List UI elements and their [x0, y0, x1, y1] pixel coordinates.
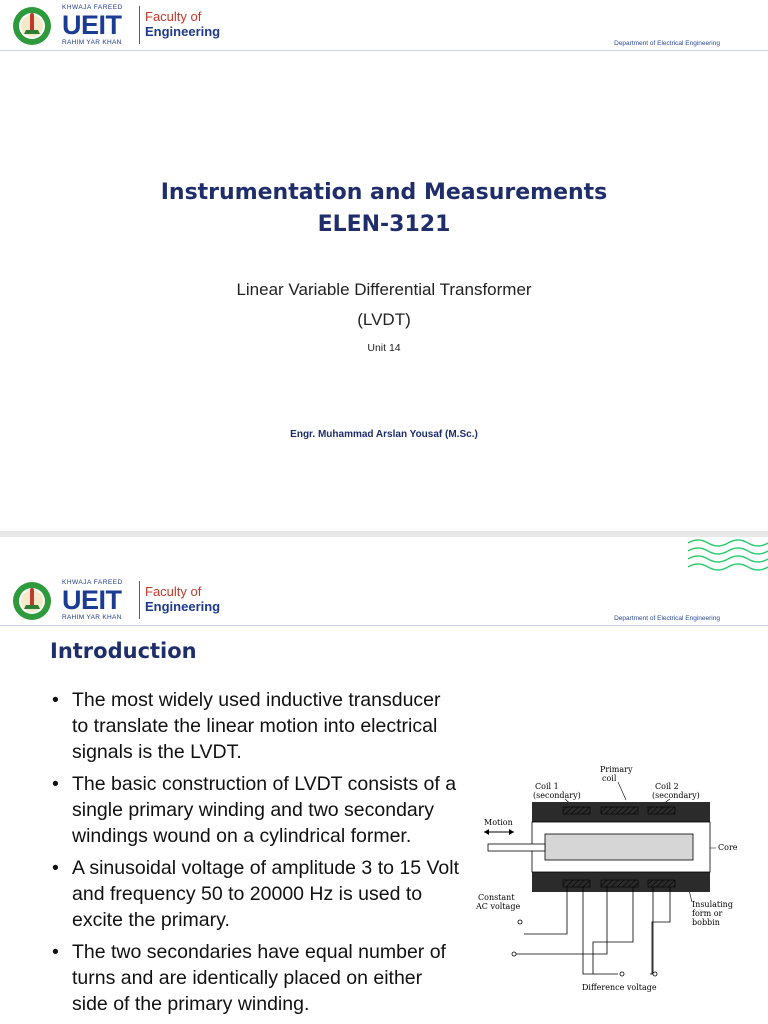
- faculty-line1: Faculty of: [145, 584, 202, 599]
- core-label: Core: [718, 843, 738, 852]
- coil2-label: Coil 2: [655, 782, 679, 791]
- header-divider: [139, 6, 140, 44]
- wave-decoration-icon: [688, 537, 768, 577]
- header-divider: [139, 581, 140, 619]
- topic-title: Linear Variable Differential Transformer: [236, 280, 532, 299]
- slide-header: [0, 0, 768, 52]
- bullet-text: A sinusoidal voltage of amplitude 3 to 15 Volt and frequency 50 to 20000 Hz is used to excite the primary.: [72, 857, 460, 931]
- logo-top-text: KHWAJA FAREED: [62, 579, 123, 586]
- constant-ac-label: Constant: [478, 893, 515, 902]
- bullet-list: [50, 687, 460, 1023]
- faculty-line2: Engineering: [145, 599, 221, 614]
- bullet-text: The most widely used inductive transducer to translate the linear motion into electrical signals is the LVDT.: [72, 689, 441, 763]
- faculty-label: [145, 9, 220, 39]
- constant-ac-label-2: AC voltage: [476, 902, 521, 911]
- lvdt-diagram: [470, 762, 740, 1002]
- faculty-line2: Engineering: [145, 24, 221, 39]
- bullet-icon: •: [52, 857, 59, 879]
- course-title: Instrumentation and Measurements: [160, 180, 608, 205]
- logo-bottom-text: RAHIM YAR KHAN: [62, 614, 122, 621]
- list-item: [50, 771, 460, 849]
- primary-coil-label: Primary: [600, 765, 633, 774]
- faculty-label: [145, 584, 220, 614]
- header-rule: [0, 625, 768, 626]
- department-label: Department of Electrical Engineering: [614, 615, 720, 622]
- logo-main-text: UEIT: [62, 585, 122, 615]
- bullet-text: The two secondaries have equal number of turns and are identically placed on either side of the primary winding.: [72, 941, 446, 1015]
- motion-label: Motion: [484, 818, 513, 827]
- logo-top-text: KHWAJA FAREED: [62, 4, 123, 11]
- difference-voltage-label: Difference voltage: [582, 983, 657, 992]
- bullet-icon: •: [52, 773, 59, 795]
- author-name: Engr. Muhammad Arslan Yousaf (M.Sc.): [290, 429, 478, 440]
- university-seal-icon: [10, 581, 54, 621]
- insulating-label: Insulating: [692, 900, 733, 909]
- unit-label: Unit 14: [367, 342, 401, 354]
- header-rule: [0, 50, 768, 51]
- bullet-text: The basic construction of LVDT consists of a single primary winding and two secondary windings wound on a cylindrical former.: [72, 773, 457, 847]
- slide-header: [0, 575, 768, 627]
- coil2-sub-label: (secondary): [652, 791, 700, 800]
- insulating-label-3: bobbin: [692, 918, 720, 927]
- topic-abbrev: (LVDT): [357, 310, 411, 329]
- university-seal-icon: [10, 6, 54, 46]
- logo-main-text: UEIT: [62, 10, 122, 40]
- faculty-line1: Faculty of: [145, 9, 202, 24]
- logo-bottom-text: RAHIM YAR KHAN: [62, 39, 122, 46]
- list-item: [50, 939, 460, 1017]
- course-code: ELEN-3121: [317, 212, 451, 237]
- primary-coil-label-2: coil: [602, 774, 617, 783]
- bullet-icon: •: [52, 941, 59, 963]
- coil1-label: Coil 1: [535, 782, 559, 791]
- insulating-label-2: form or: [692, 909, 723, 918]
- department-label: Department of Electrical Engineering: [614, 40, 720, 47]
- bullet-icon: •: [52, 689, 59, 711]
- introduction-slide: [0, 537, 768, 1024]
- list-item: [50, 855, 460, 933]
- coil1-sub-label: (secondary): [533, 791, 581, 800]
- slide-heading: Introduction: [50, 639, 197, 663]
- list-item: [50, 687, 460, 765]
